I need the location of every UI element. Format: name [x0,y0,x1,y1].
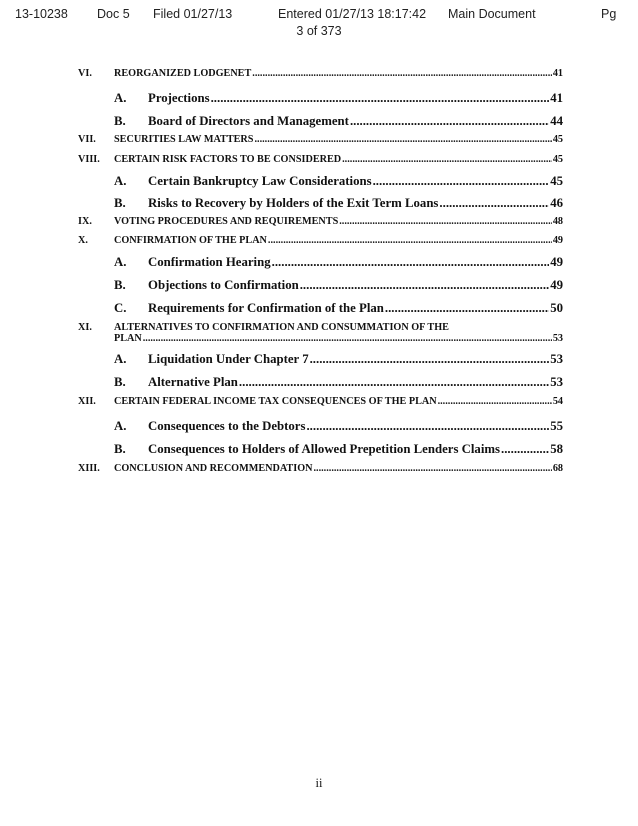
table-of-contents [78,68,563,483]
toc-number: A. [114,419,127,433]
dot-leader [501,442,549,457]
toc-page: 44 [550,114,563,128]
toc-entry [78,396,563,419]
toc-entry [78,114,563,134]
docket-number: Doc 5 [97,7,130,21]
toc-number: VI. [78,68,92,79]
toc-page: 45 [552,154,563,165]
toc-title: CONCLUSION AND RECOMMENDATION [114,463,313,474]
toc-number: VIII. [78,154,100,165]
document-type: Main Document [448,7,536,21]
toc-entry [78,235,563,255]
toc-title: Consequences to Holders of Allowed Prepetition Lenders Claims [148,442,501,456]
page-count: 3 of 373 [296,24,342,38]
toc-title: ALTERNATIVES TO CONFIRMATION AND CONSUMMATION OF THE [114,322,449,333]
toc-number: A. [114,352,127,366]
dot-leader [239,375,549,390]
toc-title: Certain Bankruptcy Law Considerations [148,174,372,188]
toc-entry [78,322,563,352]
toc-number: XI. [78,322,92,333]
toc-page: 41 [550,91,563,105]
dot-leader [300,278,549,293]
dot-leader [272,255,550,270]
toc-entry [78,134,563,154]
toc-number: A. [114,174,127,188]
toc-number: B. [114,278,126,292]
toc-page: 49 [550,278,563,292]
toc-number: B. [114,442,126,456]
toc-entry [78,154,563,174]
dot-leader [438,396,552,407]
dot-leader [306,419,549,434]
toc-title: REORGANIZED LODGENET [114,68,252,79]
toc-page: 53 [550,375,563,389]
dot-leader [350,114,549,129]
dot-leader [342,154,552,165]
toc-page: 55 [550,419,563,433]
toc-title: Requirements for Confirmation of the Plan [148,301,384,315]
toc-entry [78,68,563,91]
toc-number: A. [114,255,127,269]
toc-number: A. [114,91,127,105]
toc-page: 41 [552,68,563,79]
toc-entry [78,255,563,278]
toc-page: 58 [550,442,563,456]
toc-entry [78,301,563,322]
toc-page: 49 [552,235,563,246]
toc-title: VOTING PROCEDURES AND REQUIREMENTS [114,216,339,227]
toc-number: B. [114,196,126,210]
case-number: 13-10238 [15,7,68,21]
toc-page: 53 [552,333,563,344]
toc-page: 50 [550,301,563,315]
toc-title: Objections to Confirmation [148,278,299,292]
toc-title: Projections [148,91,210,105]
toc-page: 49 [550,255,563,269]
toc-title-continued: PLAN [114,333,142,344]
dot-leader [268,235,552,246]
dot-leader [310,352,550,367]
page-label: Pg [601,7,617,21]
toc-title: Risks to Recovery by Holders of the Exit Term Loans [148,196,439,210]
toc-number: C. [114,301,127,315]
toc-title: Alternative Plan [148,375,238,389]
toc-page: 45 [550,174,563,188]
toc-page: 46 [550,196,563,210]
toc-title: CONFIRMATION OF THE PLAN [114,235,267,246]
toc-entry [78,442,563,463]
toc-page: 68 [552,463,563,474]
toc-number: IX. [78,216,92,227]
toc-entry [78,419,563,442]
dot-leader [254,134,551,145]
page-footer-number: ii [315,776,323,790]
toc-title: Board of Directors and Management [148,114,349,128]
toc-entry [78,375,563,396]
toc-title: CERTAIN RISK FACTORS TO BE CONSIDERED [114,154,342,165]
dot-leader [373,174,550,189]
toc-number: B. [114,114,126,128]
dot-leader [211,91,550,106]
toc-entry [78,174,563,196]
toc-title: CERTAIN FEDERAL INCOME TAX CONSEQUENCES OF THE PLAN [114,396,437,407]
dot-leader [313,463,551,474]
toc-title: Liquidation Under Chapter 7 [148,352,309,366]
toc-title: Consequences to the Debtors [148,419,306,433]
page-header [0,7,638,38]
toc-number: X. [78,235,88,246]
dot-leader [339,216,552,227]
toc-entry [78,352,563,375]
toc-entry [78,196,563,216]
toc-page: 54 [552,396,563,407]
toc-number: B. [114,375,126,389]
toc-page: 48 [552,216,563,227]
toc-title: Confirmation Hearing [148,255,271,269]
toc-page: 45 [552,134,563,145]
toc-entry [78,278,563,301]
dot-leader [439,196,549,211]
dot-leader [252,68,552,79]
toc-entry [78,463,563,483]
toc-entry [78,216,563,235]
toc-number: XIII. [78,463,100,474]
toc-number: VII. [78,134,96,145]
toc-title: SECURITIES LAW MATTERS [114,134,254,145]
filed-date: Filed 01/27/13 [153,7,233,21]
dot-leader [143,333,552,344]
toc-entry [78,91,563,114]
toc-number: XII. [78,396,96,407]
dot-leader [385,301,549,316]
toc-page: 53 [550,352,563,366]
entered-date: Entered 01/27/13 18:17:42 [278,7,427,21]
